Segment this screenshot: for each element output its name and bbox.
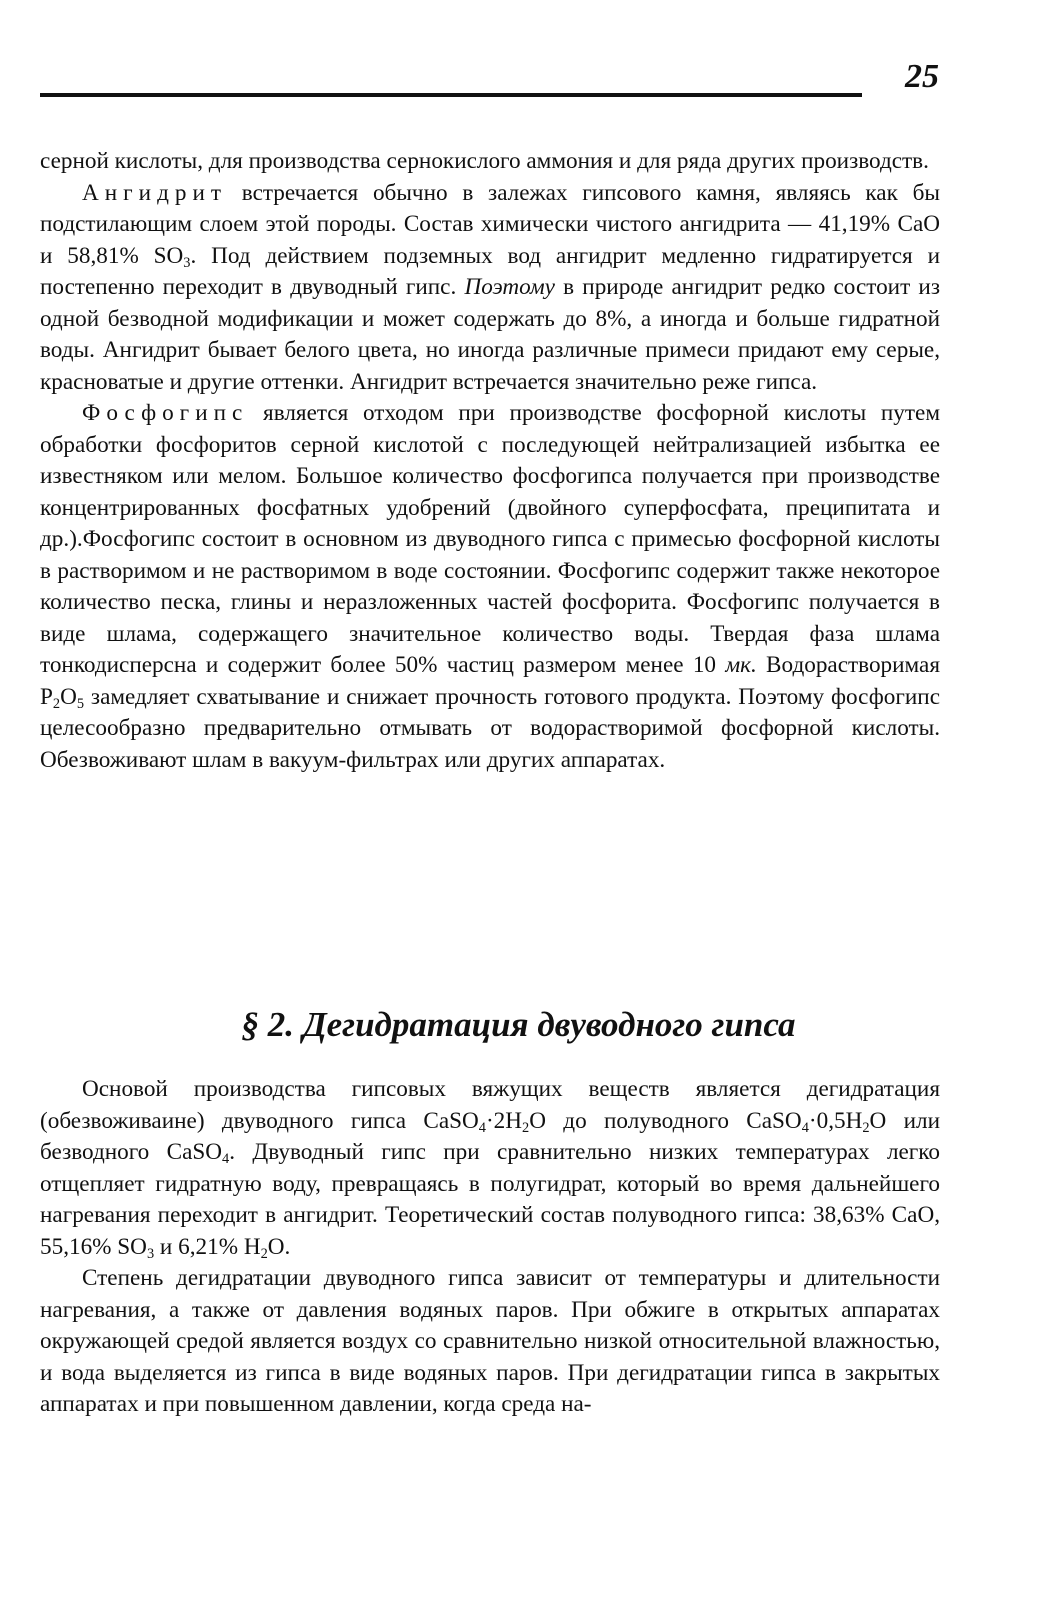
- term-anhydrite: Ангидрит: [82, 179, 228, 206]
- paragraph-text: . Под действием подземных вод ангидрит медленно гидратируется и постепенно переходит в двуводный гипс.: [40, 242, 940, 300]
- subscript: 4: [801, 1119, 809, 1136]
- paragraph-text: O: [60, 683, 77, 710]
- subscript: 5: [76, 695, 85, 712]
- paragraph-text: O.: [267, 1233, 291, 1260]
- paragraph-text: Основой производства гипсовых вяжущих веществ является дегидратация (обезвоживаине) двуводного гипса CaSO: [40, 1076, 940, 1134]
- subscript: 4: [222, 1151, 230, 1167]
- paragraph-text: серной кислоты, для производства сернокислого аммония и для ряда других производств.: [40, 148, 929, 174]
- italic-word: Поэтому: [464, 274, 555, 300]
- subscript: 2: [52, 695, 61, 712]
- paragraph-anhydrite: [40, 178, 940, 399]
- paragraph-text: Степень дегидратации двуводного гипса зависит от температуры и длительности нагревания, а также от давления водяных паров. При обжиге в открытых аппаратах окружающей средой является воздух со сравнительно низкой относительной влажностью, и вода выделяется из гипса в виде водяных паров. При дегидратации гипса в закрытых аппаратах и при повышенном давлении, когда среда на-: [40, 1265, 940, 1417]
- paragraph-text: O или безводного CaSO: [40, 1107, 940, 1165]
- subscript: 3: [146, 1245, 155, 1262]
- text-block-top: [40, 146, 940, 776]
- subscript: 3: [183, 254, 191, 271]
- paragraph-text: встречается обычно в залежах гипсового камня, являясь как бы подстилающим слоем этой породы. Состав химически чистого ангидрита — 41,19% CaO и 58,81% SO: [40, 179, 940, 269]
- paragraph-degree: [40, 1263, 940, 1421]
- paragraph-text: . Двуводный гипс при сравнительно низких температурах легко отщепляет гидратную воду, превращаясь в полугидрат, который во время дальнейшего нагревания переходит в ангидрит. Теоретический состав полуводного гипса: 38,63% CaO, 55,16% SO: [40, 1139, 940, 1260]
- paragraph-dehydration: [40, 1074, 940, 1263]
- paragraph-text: Водорастворимая P: [40, 652, 941, 710]
- paragraph-text: является отходом при производстве фосфорной кислоты путем обработки фосфоритов серной кислотой с последующей нейтрализацией избытка ее известняком или мелом. Большое количество фосфогипса получается при производстве концентрированных фосфатных удобрений (двойного суперфосфата, преципитата и др.).Фосфогипс состоит в основном из двуводного гипса с примесью фосфорной кислоты в растворимом и не растворимом в воде состоянии. Фосфогипс содержит также некоторое количество песка, глины и неразложенных частей фосфорита. Фосфогипс получается в виде шлама, содержащего значительное количество воды. Твердая фаза шлама тонкодисперсна и содержит более 50% частиц размером менее 10: [40, 400, 940, 678]
- paragraph-text: в природе ангидрит редко состоит из одной безводной модификации и может содержать до 8%, а иногда и больше гидратной воды. Ангидрит бывает белого цвета, но иногда различные примеси придают ему серые, красноватые и другие оттенки. Ангидрит встречается значительно реже гипса.: [40, 274, 940, 395]
- subscript: 4: [478, 1119, 486, 1136]
- subscript: 2: [862, 1119, 870, 1136]
- unit-label: мк.: [725, 652, 757, 678]
- paragraph-text: O до полуводного CaSO: [529, 1107, 802, 1134]
- paragraph-text: ·2H: [485, 1107, 523, 1134]
- section-heading: § 2. Дегидратация двуводного гипса: [241, 1005, 796, 1044]
- paragraph-text: замедляет схватывание и снижает прочность готового продукта. Поэтому фосфогипс целесообразно предварительно отмывать от водорастворимой фосфорной кислоты. Обезвоживают шлам в вакуум-фильтрах или других аппаратах.: [40, 683, 940, 773]
- paragraph-text: и 6,21% H: [154, 1233, 261, 1260]
- paragraph-text: ·0,5H: [808, 1107, 863, 1134]
- page-number: 25: [905, 58, 939, 95]
- header-rule: [40, 93, 862, 97]
- subscript: 2: [522, 1119, 530, 1136]
- subscript: 2: [260, 1245, 268, 1262]
- text-block-bottom: [40, 1074, 940, 1421]
- paragraph-continuation: [40, 146, 940, 178]
- paragraph-phosphogypsum: [40, 398, 940, 776]
- term-phosphogypsum: Фосфогипс: [82, 400, 249, 426]
